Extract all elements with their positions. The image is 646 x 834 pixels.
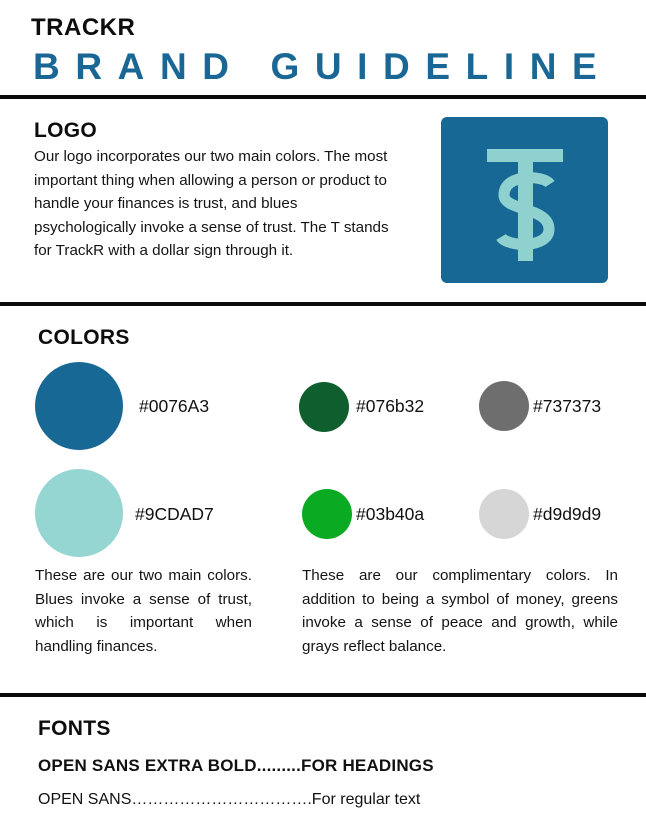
- section-divider: [0, 693, 646, 697]
- body-font-spec: OPEN SANS…………………………….For regular text: [38, 791, 421, 808]
- hex-code: #03b40a: [356, 504, 425, 524]
- color-swatch-light-gray: [479, 489, 529, 539]
- brand-name: TRACKR: [31, 14, 136, 41]
- color-swatch-light-teal: [35, 469, 123, 557]
- color-swatch-dark-green: [299, 382, 349, 432]
- fonts-heading: FONTS: [38, 717, 111, 740]
- hex-code: #0076A3: [139, 396, 210, 416]
- hex-code: #076b32: [356, 396, 425, 416]
- hex-code: #737373: [533, 396, 602, 416]
- logo-heading: LOGO: [34, 119, 98, 142]
- complementary-colors-description: These are our complimentary colors. In addition to being a symbol of money, greens invoke a sense of peace and growth, while grays reflect balance.: [302, 567, 618, 655]
- t-dollar-logo-icon: [441, 117, 608, 283]
- section-divider: [0, 302, 646, 306]
- page-title: BRAND GUIDELINE: [33, 46, 613, 87]
- trackr-logo: [441, 117, 608, 283]
- main-colors-description: These are our two main colors. Blues invoke a sense of trust, which is important when handling finances.: [35, 567, 252, 655]
- color-swatch-dark-gray: [479, 381, 529, 431]
- colors-heading: COLORS: [38, 326, 130, 349]
- color-swatch-bright-green: [302, 489, 352, 539]
- section-divider: [0, 95, 646, 99]
- logo-description: Our logo incorporates our two main colors. The most important thing when allowing a person or product to handle your finances is trust, and blues psychologically invoke a sense of trust. The T stands for TrackR with a dollar sign through it.: [34, 148, 389, 259]
- hex-code: #d9d9d9: [533, 504, 602, 524]
- headings-font-spec: OPEN SANS EXTRA BOLD.........FOR HEADINGS: [38, 756, 434, 775]
- hex-code: #9CDAD7: [135, 504, 214, 524]
- color-swatch-primary-blue: [35, 362, 123, 450]
